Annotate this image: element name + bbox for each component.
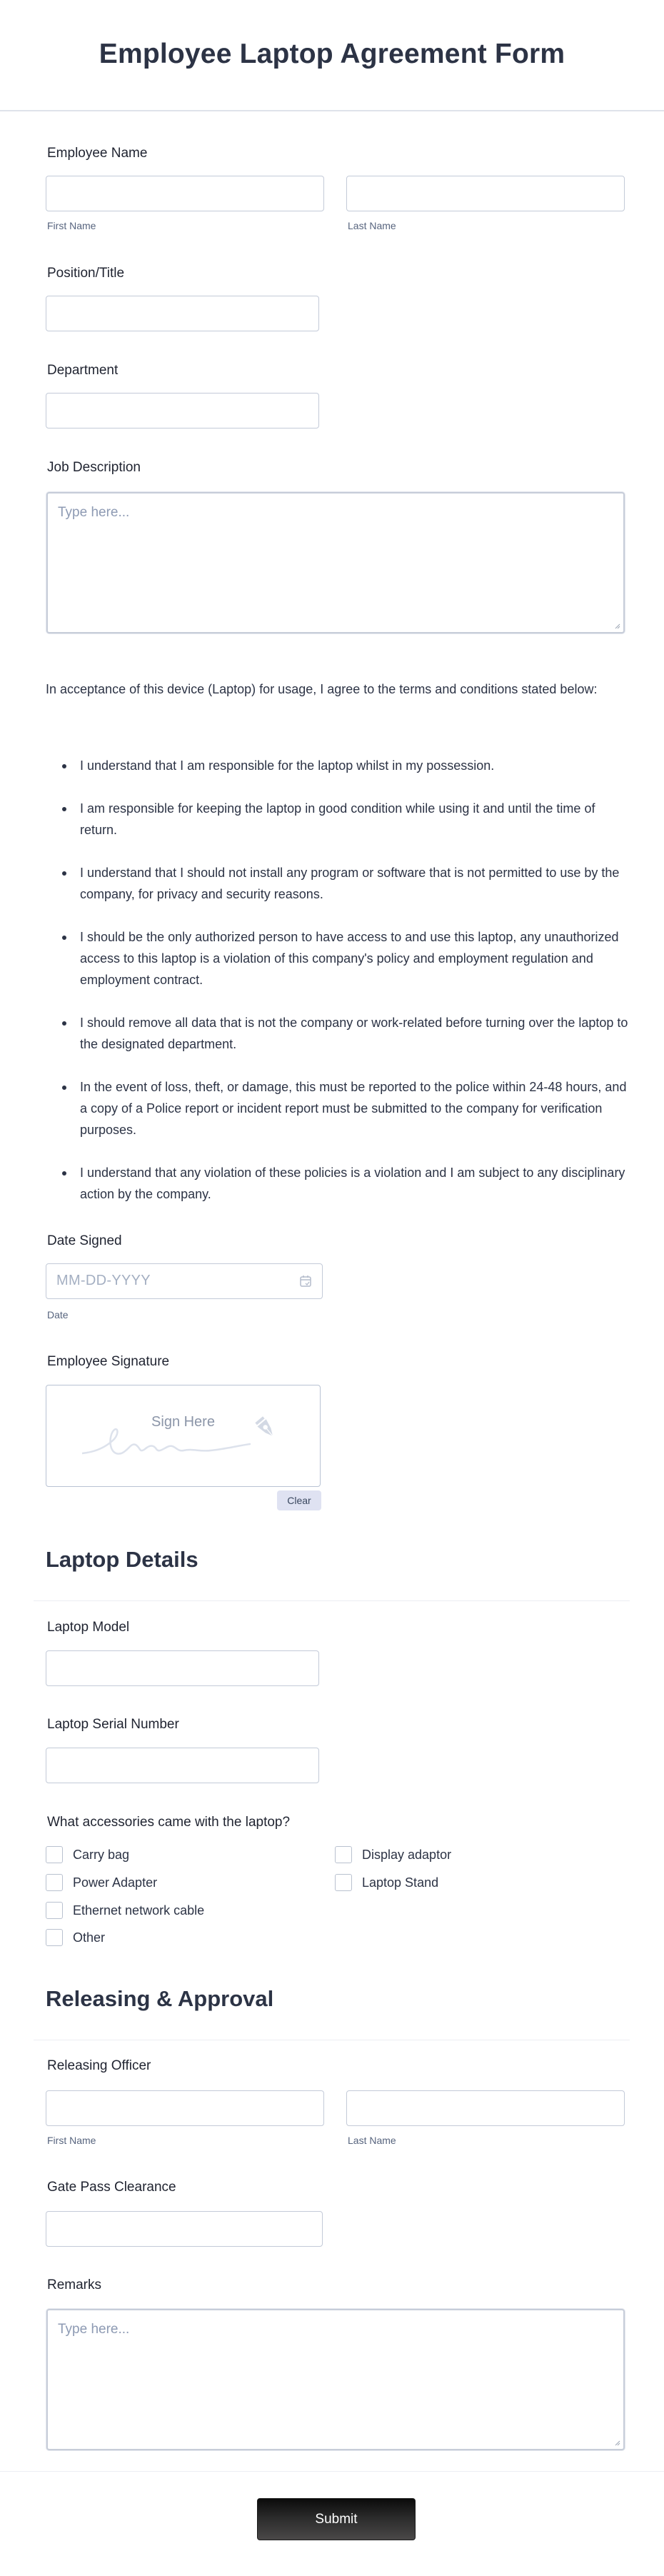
employee-first-name-input[interactable] [46,176,324,211]
resize-grip-icon[interactable] [615,2440,620,2446]
checkbox-label: Carry bag [73,1847,130,1862]
checkbox-label: Laptop Stand [362,1875,439,1890]
employee-last-name-input[interactable] [346,176,625,211]
footer-divider [0,2471,664,2472]
last-name-sublabel: Last Name [348,220,396,231]
term-item: In the event of loss, theft, or damage, this must be reported to the police within 24-48 hours, and a copy of a Police report or incident report must be submitted to the company for verification purposes. [80,1076,630,1141]
accessories-label: What accessories came with the laptop? [47,1815,291,1830]
checkbox-power-adapter[interactable] [46,1874,157,1891]
releasing-officer-label: Releasing Officer [47,2058,151,2073]
officer-first-name-input[interactable] [46,2090,324,2126]
laptop-serial-label: Laptop Serial Number [47,1717,179,1732]
remarks-textarea[interactable] [46,2309,625,2450]
laptop-serial-input[interactable] [46,1748,319,1783]
officer-last-name-sublabel: Last Name [348,2135,396,2146]
form-body [0,111,664,2575]
checkbox-ethernet-cable[interactable] [46,1902,204,1919]
term-item: I should remove all data that is not the company or work-related before turning over the laptop to the designated department. [80,1012,630,1055]
calendar-icon[interactable] [299,1275,312,1288]
term-item: I am responsible for keeping the laptop in good condition while using it and until the time of return. [80,798,630,841]
gate-pass-input[interactable] [46,2211,323,2247]
job-description-textarea[interactable] [46,492,625,633]
checkbox-label: Ethernet network cable [73,1903,205,1918]
checkbox-box[interactable] [335,1874,352,1891]
clear-signature-button[interactable]: Clear [277,1490,321,1510]
resize-grip-icon[interactable] [615,623,620,629]
position-title-input[interactable] [46,296,319,331]
checkbox-other[interactable] [46,1929,105,1946]
gate-pass-label: Gate Pass Clearance [47,2180,176,2195]
officer-first-name-sublabel: First Name [47,2135,96,2146]
laptop-details-heading: Laptop Details [46,1547,198,1572]
term-item: I understand that I am responsible for the laptop whilst in my possession. [80,755,630,776]
term-item: I should be the only authorized person to have access to and use this laptop, any unauthorized access to this laptop is a violation of this company's policy and employment regulation and employment contract. [80,926,630,991]
checkbox-label: Display adaptor [362,1847,452,1862]
checkbox-display-adaptor[interactable] [335,1846,451,1863]
date-signed-input[interactable] [46,1263,323,1299]
job-description-placeholder: Type here... [58,505,130,520]
checkbox-box[interactable] [46,1874,63,1891]
remarks-placeholder: Type here... [58,2322,130,2337]
checkbox-box[interactable] [335,1846,352,1863]
term-item: I understand that any violation of these policies is a violation and I am subject to any disciplinary action by the company. [80,1162,630,1205]
releasing-approval-heading: Releasing & Approval [46,1986,274,2011]
term-item: I understand that I should not install any program or software that is not permitted to use by the company, for privacy and security reasons. [80,862,630,905]
submit-button[interactable]: Submit [257,2498,416,2540]
first-name-sublabel: First Name [47,220,96,231]
date-signed-label: Date Signed [47,1233,122,1248]
form-title: Employee Laptop Agreement Form [99,39,565,69]
checkbox-box[interactable] [46,1846,63,1863]
remarks-label: Remarks [47,2277,102,2292]
date-placeholder: MM-DD-YYYY [56,1273,151,1288]
laptop-model-input[interactable] [46,1650,319,1686]
department-input[interactable] [46,393,319,429]
sign-here-hint: Sign Here [151,1414,215,1430]
checkbox-label: Other [73,1930,106,1945]
date-sublabel: Date [47,1309,69,1320]
checkbox-box[interactable] [46,1902,63,1919]
pen-nib-icon [251,1413,282,1444]
agreement-intro: In acceptance of this device (Laptop) for usage, I agree to the terms and conditions stated below: [46,682,598,696]
form-header [0,0,664,111]
laptop-model-label: Laptop Model [47,1620,130,1635]
employee-signature-label: Employee Signature [47,1354,170,1369]
officer-last-name-input[interactable] [346,2090,625,2126]
employee-name-label: Employee Name [47,146,148,161]
job-description-label: Job Description [47,460,141,475]
checkbox-carry-bag[interactable] [46,1846,129,1863]
checkbox-laptop-stand[interactable] [335,1874,438,1891]
department-label: Department [47,363,119,378]
checkbox-box[interactable] [46,1929,63,1946]
position-title-label: Position/Title [47,266,125,281]
checkbox-label: Power Adapter [73,1875,158,1890]
signature-pad[interactable] [46,1385,321,1487]
section-divider [34,1600,630,1601]
